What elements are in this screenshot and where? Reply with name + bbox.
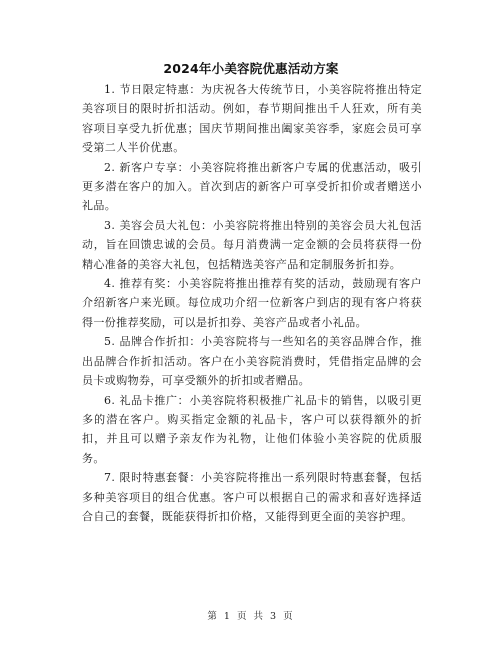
- document-title: 2024年小美容院优惠活动方案: [163, 61, 339, 76]
- document-body: [82, 80, 422, 526]
- paragraph-holiday-special: 1. 节日限定特惠：为庆祝各大传统节日，小美容院将推出特定美容项目的限时折扣活动。例如，春节期间推出千人狂欢，所有美容项目享受九折优惠；国庆节期间推出阖家美容季，家庭会员可享受第二人半价优惠。: [82, 83, 422, 155]
- paragraph-new-customer: 2. 新客户专享：小美容院将推出新客户专属的优惠活动，吸引更多潜在客户的加入。首次到店的新客户可享受折扣价或者赠送小礼品。: [82, 160, 422, 213]
- paragraph-member-gift-pack: 3. 美容会员大礼包：小美容院将推出特别的美容会员大礼包活动，旨在回馈忠诚的会员。每月消费满一定金额的会员将获得一份精心准备的美容大礼包，包括精选美容产品和定制服务折扣券。: [82, 218, 422, 271]
- paragraph-brand-partnership: 5. 品牌合作折扣：小美容院将与一些知名的美容品牌合作，推出品牌合作折扣活动。客户在小美容院消费时，凭借指定品牌的会员卡或购物券，可享受额外的折扣或者赠品。: [82, 335, 422, 388]
- paragraph-limited-package: 7. 限时特惠套餐：小美容院将推出一系列限时特惠套餐，包括多种美容项目的组合优惠。客户可以根据自己的需求和喜好选择适合自己的套餐，既能获得折扣价格，又能得到更全面的美容护理。: [82, 471, 422, 523]
- page-number-footer: 第 1 页 共 3 页: [207, 611, 295, 622]
- paragraph-referral-reward: 4. 推荐有奖：小美容院将推出推荐有奖的活动，鼓励现有客户介绍新客户来光顾。每位成功介绍一位新客户到店的现有客户将获得一份推荐奖励，可以是折扣券、美容产品或者小礼品。: [82, 277, 422, 329]
- paragraph-gift-card: 6. 礼品卡推广：小美容院将积极推广礼品卡的销售，以吸引更多的潜在客户。购买指定金额的礼品卡，客户可以获得额外的折扣，并且可以赠予亲友作为礼物，让他们体验小美容院的优质服务。: [82, 393, 422, 465]
